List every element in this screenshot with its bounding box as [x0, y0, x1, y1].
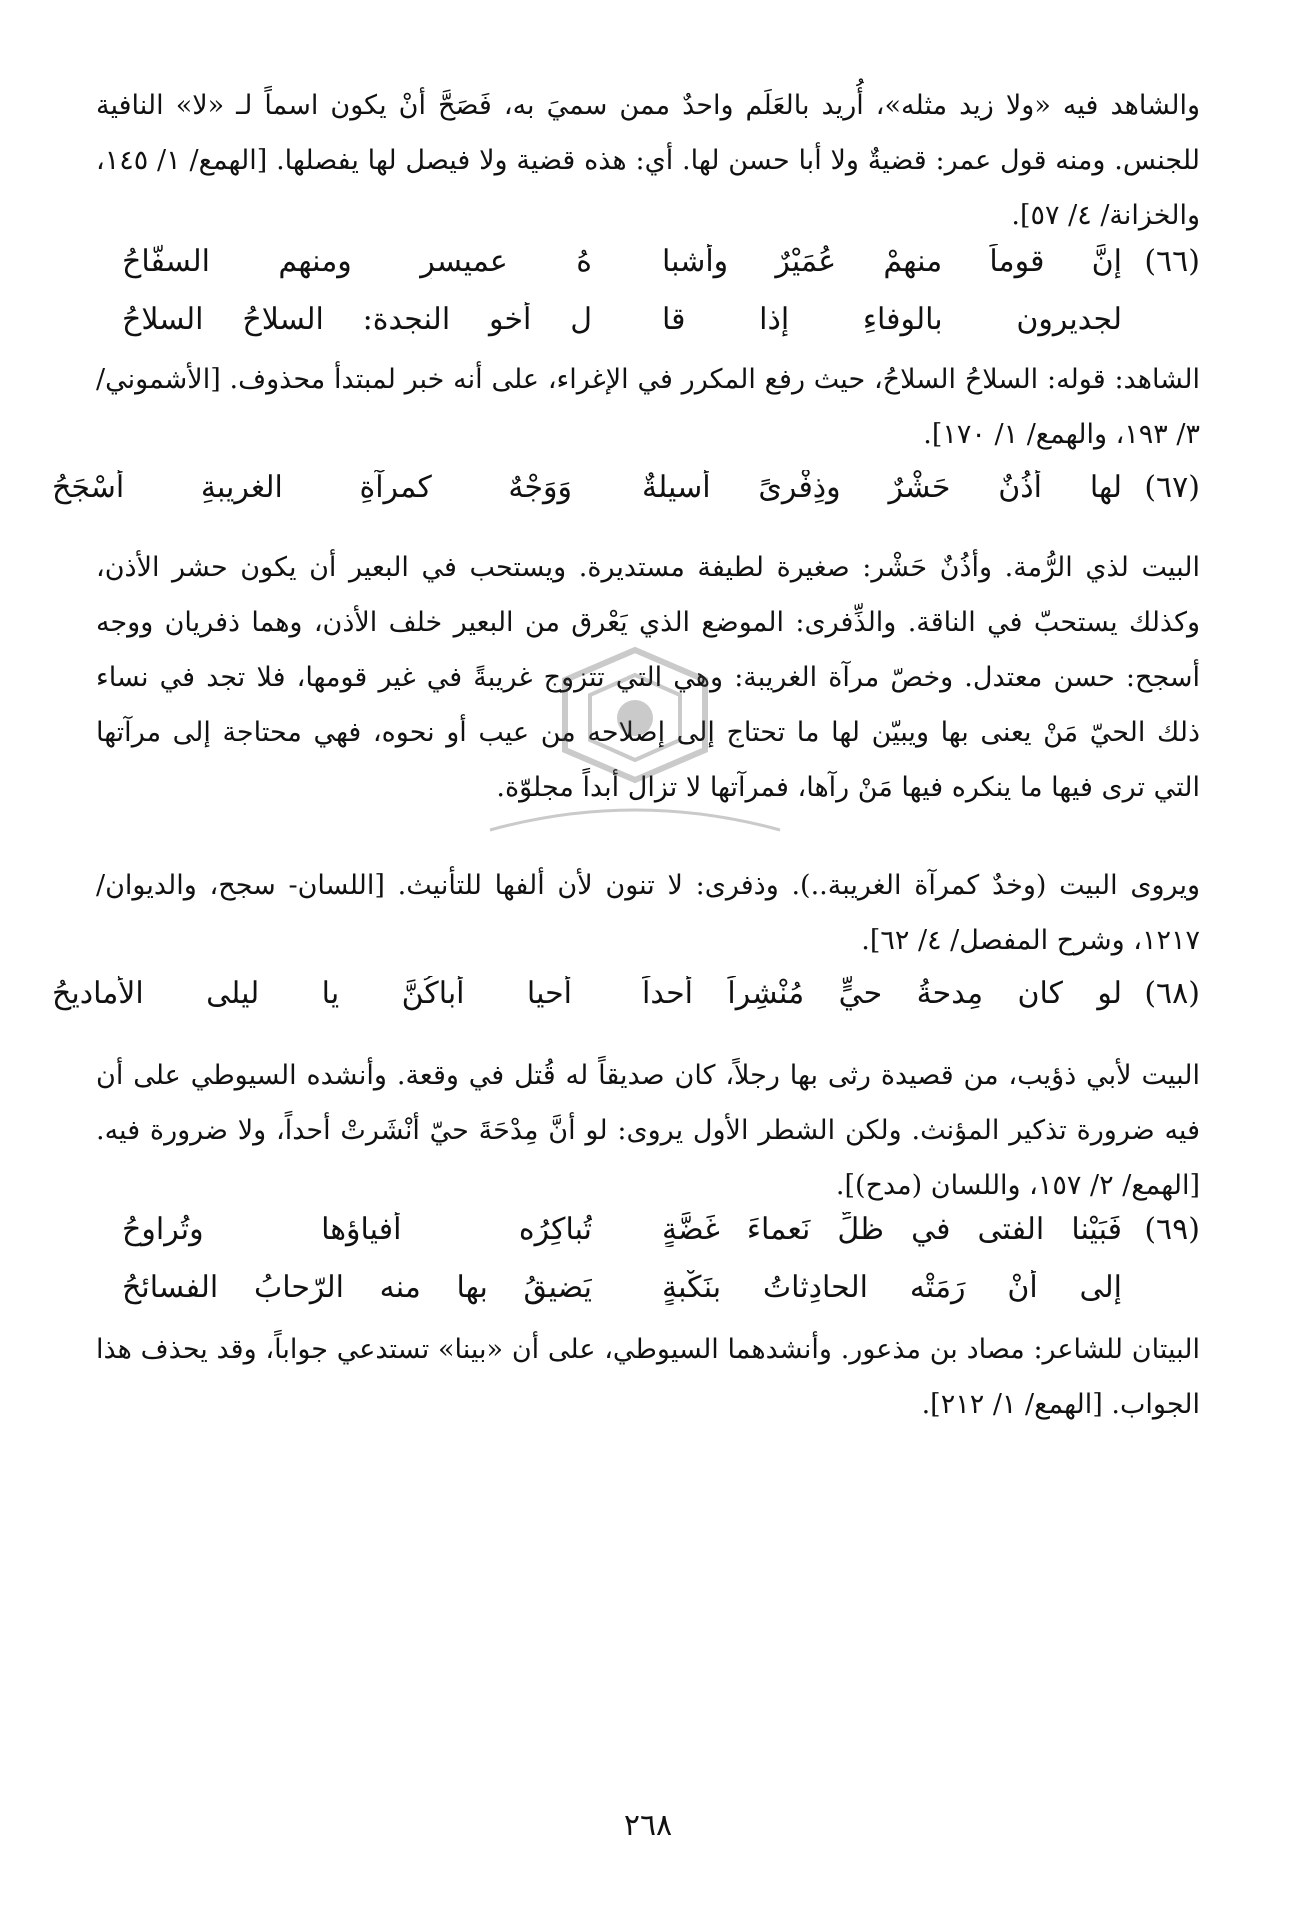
verse-first-hemistich: لو كان مِدحةُ حيٍّ مُنْشِراً أحداً: [642, 975, 1122, 1011]
verse-second-hemistich: هُ عميسرٍ ومنهم السفّاحُ: [122, 243, 592, 279]
verse-68: [52, 964, 1200, 1022]
verse-second-hemistich: تُباكِرُه أفياؤها وتُراوِحُ: [122, 1211, 592, 1247]
verse-line: [96, 290, 1200, 348]
verse-line: [52, 458, 1200, 516]
verse-second-hemistich: ل أخو النجدة: السلاحُ السلاحُ: [122, 301, 592, 337]
verse-number: (٦٨): [1144, 975, 1200, 1011]
verse-first-hemistich: إلى أنْ رَمَتْه الحادِثاتُ بنَكْبةٍ: [662, 1269, 1122, 1305]
verse-first-hemistich: فَبَيْنا الفتى في ظلِّ نَعماءَ غَضَّةٍ: [662, 1211, 1122, 1247]
verse-second-hemistich: يَضيقُ بها منه الرّحابُ الفسائحُ: [122, 1269, 592, 1305]
verse-second-hemistich: أحيا أباكُنَّ يا ليلى الأماديحُ: [52, 975, 572, 1011]
verse-line: [52, 964, 1200, 1022]
verse-67: [52, 458, 1200, 516]
verse-line: [96, 232, 1200, 290]
verse-first-hemistich: إنَّ قوماً منهمْ عُمَيْرٌ وأشبا: [662, 243, 1122, 279]
paragraph-3: البيت لذي الرُّمة. وأذُنٌ حَشْر: صغيرة لطيفة مستديرة. ويستحب في البعير أن يكون حشر الأذن، وكذلك يستحبّ في الناقة. والذِّفرى: الموضع الذي يَعْرق من البعير خلف الأذن، وهما ذفريان ووجه أسجح: حسن معتدل. وخصّ مرآة الغريبة: وهي التي تتزوج غريبةً في غير قومها، فلا تجد في نساء ذلك الحيّ مَنْ يعنى بها ويبيّن لها ما تحتاج إلى إصلاحه من عيب أو نحوه، فهي محتاجة إلى مرآتها التي ترى فيها ما ينكره فيها مَنْ رآها، فمرآتها لا تزال أبداً مجلوّة.: [96, 552, 1200, 803]
verse-number: (٦٩): [1144, 1211, 1200, 1247]
verse-first-hemistich: لها أُذُنٌ حَشْرٌ وذِفْرىً أَسيلةٌ: [642, 469, 1122, 505]
verse-number: (٦٧): [1144, 469, 1200, 505]
paragraph-2: الشاهد: قوله: السلاحُ السلاحُ، حيث رفع المكرر في الإغراء، على أنه خبر لمبتدأ محذوف. [الأشموني/ ٣/ ١٩٣، والهمع/ ١/ ١٧٠].: [96, 364, 1200, 450]
verse-69: [96, 1200, 1200, 1316]
paragraph-6: البيتان للشاعر: مصاد بن مذعور. وأنشدهما السيوطي، على أن «بينا» تستدعي جواباً، وقد يحذف هذا الجواب. [الهمع/ ١/ ٢١٢].: [96, 1334, 1200, 1420]
paragraph-1: والشاهد فيه «ولا زيد مثله»، أُريد بالعَلَم واحدٌ ممن سميَ به، فَصَحَّ أنْ يكون اسماً لـ «لا» النافية للجنس. ومنه قول عمر: قضيةٌ ولا أبا حسن لها. أي: هذه قضية ولا فيصل لها يفصلها. [الهمع/ ١/ ١٤٥، والخزانة/ ٤/ ٥٧].: [96, 90, 1200, 231]
verse-line: [96, 1258, 1200, 1316]
paragraph-4: ويروى البيت (وخدٌ كمرآة الغريبة..). وذفرى: لا تنون لأن ألفها للتأنيث. [اللسان- سجح، والديوان/ ١٢١٧، وشرح المفصل/ ٤/ ٦٢].: [96, 870, 1200, 956]
verse-number: (٦٦): [1144, 243, 1200, 279]
paragraph-5: البيت لأبي ذؤيب، من قصيدة رثى بها رجلاً، كان صديقاً له قُتل في وقعة. وأنشده السيوطي على أن فيه ضرورة تذكير المؤنث. ولكن الشطر الأول يروى: لو أنَّ مِدْحَةَ حيّ أنْشَرتْ أحداً، ولا ضرورة فيه. [الهمع/ ٢/ ١٥٧، واللسان (مدح)].: [96, 1060, 1200, 1201]
verse-66: [96, 232, 1200, 348]
verse-line: [96, 1200, 1200, 1258]
page-number: ٢٦٨: [623, 1808, 673, 1843]
verse-first-hemistich: لجديرون بالوفاءِ إذا قا: [662, 301, 1122, 337]
verse-second-hemistich: وَوَجْهٌ كمرآةِ الغريبةِ أسْجَحُ: [52, 469, 572, 505]
